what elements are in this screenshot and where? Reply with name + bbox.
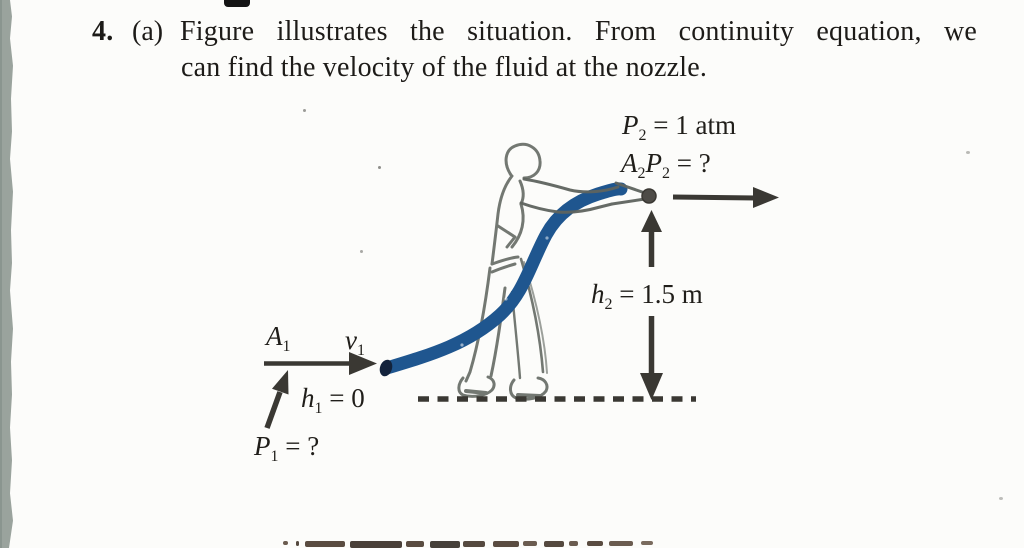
label-a2p2 — [621, 148, 711, 182]
label-p1 — [254, 431, 320, 465]
hose-highlight — [504, 297, 507, 300]
label-h1 — [301, 383, 365, 417]
scan-speck — [966, 151, 970, 154]
a2-symbol: A — [621, 148, 638, 178]
h2-value: = 1.5 m — [612, 279, 703, 309]
p2-subscript-2: 2 — [662, 165, 670, 182]
scan-speck — [360, 250, 363, 253]
p2-symbol-2: P — [645, 148, 662, 178]
nozzle-hand-bottom — [612, 199, 645, 204]
hose-group — [378, 189, 621, 378]
v1-subscript: 1 — [356, 342, 365, 359]
h1-subscript: 1 — [314, 400, 323, 417]
person-shoe-sole-front — [518, 395, 540, 396]
h1-value: = 0 — [322, 383, 365, 413]
hose-highlight — [545, 236, 548, 239]
scan-speck — [303, 109, 306, 112]
scan-speck — [999, 497, 1003, 500]
p1-arrow-shaft — [267, 392, 280, 428]
problem-part-label: (a) — [132, 16, 164, 47]
a2p2-value: = ? — [670, 148, 711, 178]
h1-symbol: h — [301, 383, 315, 413]
problem-number: 4. — [92, 16, 114, 47]
scan-speck — [378, 166, 381, 169]
problem-text-line2: can find the velocity of the fluid at the nozzle. — [181, 52, 708, 83]
a1-subscript: 1 — [282, 338, 291, 355]
p1-value: = ? — [278, 431, 320, 461]
person-shoe-sole-back — [466, 391, 486, 393]
cutoff-text-bottom — [283, 541, 653, 548]
person-hip-line2 — [492, 264, 515, 272]
label-h2 — [591, 279, 703, 313]
person-chest — [520, 181, 523, 204]
h2-up-arrow-head — [641, 210, 662, 232]
person-back-leg-inner — [491, 288, 505, 376]
p2-subscript: 2 — [638, 127, 647, 144]
v1-symbol: v — [345, 325, 357, 355]
label-a1 — [266, 321, 291, 355]
person-back — [492, 176, 512, 264]
h2-subscript: 2 — [604, 296, 613, 313]
label-p2 — [622, 110, 736, 144]
p1-subscript: 1 — [270, 448, 279, 465]
a1-symbol: A — [266, 321, 283, 351]
outflow-arrow-shaft — [673, 197, 756, 198]
nozzle-dot — [642, 189, 656, 203]
hose-highlight — [460, 343, 463, 346]
p2-symbol: P — [622, 110, 639, 140]
h2-symbol: h — [591, 279, 605, 309]
label-v1 — [345, 325, 365, 359]
problem-text-line1: Figure illustrates the situation. From continuity equation, we — [180, 16, 977, 47]
a2-subscript: 2 — [637, 165, 646, 182]
p1-arrow-head — [272, 370, 289, 395]
person-elbow — [498, 226, 515, 247]
hose — [387, 189, 621, 368]
p2-value: = 1 atm — [646, 110, 736, 140]
outflow-arrow-head — [753, 187, 779, 208]
person-head — [506, 144, 540, 178]
p1-symbol: P — [254, 431, 271, 461]
h2-down-arrow-head — [640, 373, 663, 400]
